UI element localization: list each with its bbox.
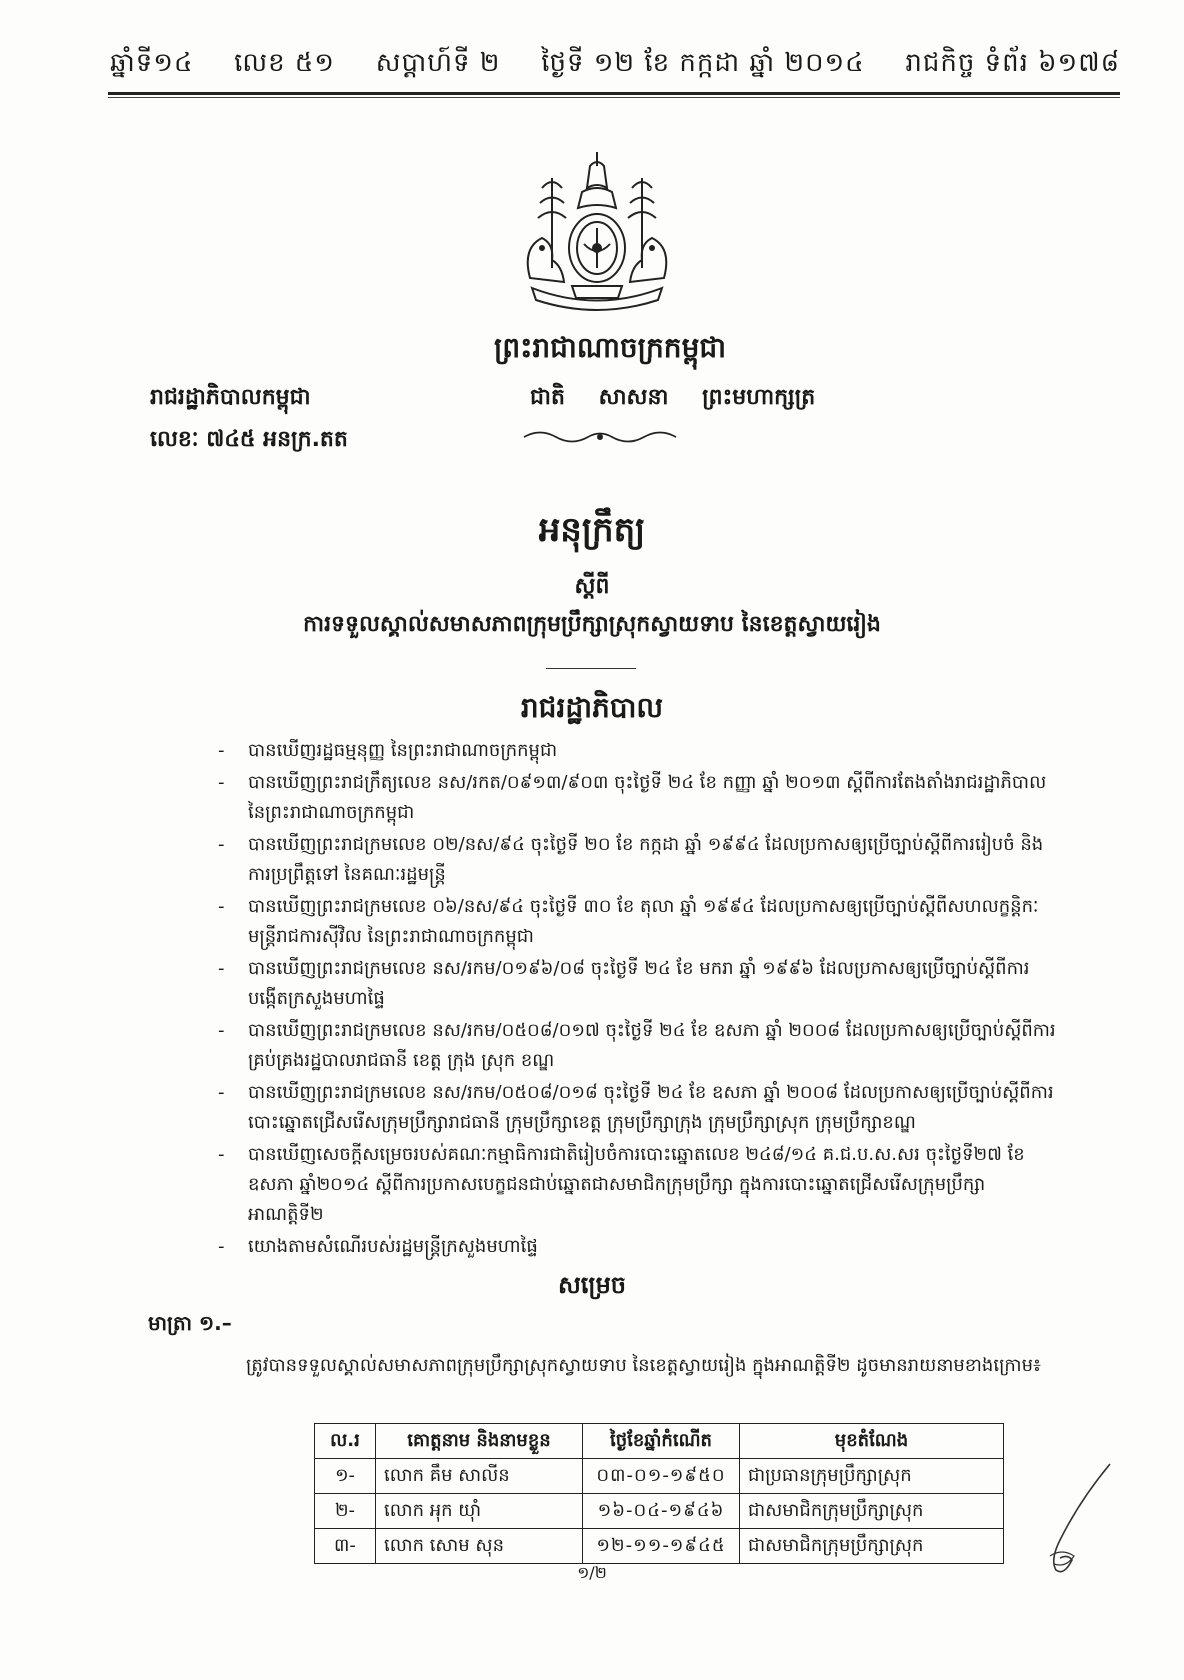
recital-item: - បានឃើញព្រះរាជក្រមលេខ នស/រកម/០១៩៦/០៨ ចុះថ្ងៃទី ២៤ ខែ មករា ឆ្នាំ ១៩៩៦ ដែលប្រកាសឲ្យប្រើច្បាប់ស្តីពីការបង្កើតក្រសួងមហាផ្ទៃ	[218, 954, 1058, 1014]
document-number: លេខៈ ៧៤៥ អនក្រ.តត	[150, 427, 348, 452]
header-rule-thin	[108, 97, 1120, 98]
table-row	[315, 1529, 1004, 1564]
article-label: មាត្រា ១.–	[148, 1311, 232, 1335]
header-rule	[108, 92, 1120, 95]
recital-item: - បានឃើញរដ្ឋធម្មនុញ្ញ នៃព្រះរាជាណាចក្រកម្ពុជា	[218, 736, 1058, 766]
recital-item: - បានឃើញព្រះរាជក្រមលេខ នស/រកម/០៥០៨/០១៧ ចុះថ្ងៃទី ២៤ ខែ ឧសភា ឆ្នាំ ២០០៨ ដែលប្រកាសឲ្យប្រើច្បាប់ស្តីពីការគ្រប់គ្រងរដ្ឋបាលរាជធានី ខេត្ត ក្រុង ស្រុក ខណ្ឌ	[218, 1016, 1058, 1076]
row-name: លោក គឹម សាលីន	[376, 1459, 583, 1494]
gazette-header	[110, 46, 1120, 84]
recital-item: - បានឃើញព្រះរាជក្រឹត្យលេខ នស/រកត/០៩១៣/៩០៣ ចុះថ្ងៃទី ២៤ ខែ កញ្ញា ឆ្នាំ ២០១៣ ស្តីពីការតែងតាំងរាជរដ្ឋាភិបាល នៃព្រះរាជាណាចក្រកម្ពុជា	[218, 768, 1058, 828]
row-number: ២-	[315, 1494, 376, 1529]
document-title: អនុក្រឹត្យ	[538, 510, 646, 550]
article-text: ត្រូវបានទទួលស្គាល់សមាសភាពក្រុមប្រឹក្សាស្រុកស្វាយទាប នៃខេត្តស្វាយរៀង ក្នុងអាណត្តិទី២ ដូចមានរាយនាមខាងក្រោម៖	[246, 1355, 1041, 1376]
about-label: ស្តីពី	[574, 574, 610, 599]
issuer-heading: រាជរដ្ឋាភិបាល	[520, 691, 664, 724]
motto-nation: ជាតិ	[530, 385, 565, 410]
decision-heading: សម្រេច	[557, 1271, 627, 1299]
row-dob: ១៦-០៤-១៩៤៦	[583, 1494, 740, 1529]
government-name: រាជរដ្ឋាភិបាលកម្ពុជា	[150, 385, 311, 410]
recital-item: - បានឃើញព្រះរាជក្រមលេខ នស/រកម/០៥០៨/០១៨ ចុះថ្ងៃទី ២៤ ខែ ឧសភា ឆ្នាំ ២០០៨ ដែលប្រកាសឲ្យប្រើច្បាប់ស្តីពីការបោះឆ្នោតជ្រើសរើសក្រុមប្រឹក្សារាជធានី ក្រុមប្រឹក្សាខេត្ត ក្រុមប្រឹក្សាក្រុង ក្រុមប្រឹក្សាស្រុក ក្រុមប្រឹក្សាខណ្ឌ	[218, 1078, 1058, 1138]
header-name: គោត្តនាម និងនាមខ្លួន	[376, 1424, 583, 1459]
motto-religion: សាសនា	[598, 385, 669, 410]
national-motto	[530, 383, 815, 415]
row-dob: ១២-១១-១៩៤៥	[583, 1529, 740, 1564]
gazette-date: ថ្ងៃទី ១២ ខែ កក្កដា ឆ្នាំ ២០១៤	[541, 48, 865, 78]
gazette-week: សប្តាហ៍ទី ២	[375, 48, 501, 78]
table-header-row	[315, 1424, 1004, 1459]
gazette-page: រាជកិច្ច ទំព័រ ៦១៧៨	[905, 48, 1120, 78]
header-dob: ថ្ងៃខែឆ្នាំកំណើត	[583, 1424, 740, 1459]
row-position: ជាសមាជិកក្រុមប្រឹក្សាស្រុក	[740, 1529, 1004, 1564]
recital-item: - យោងតាមសំណើរបស់រដ្ឋមន្ត្រីក្រសួងមហាផ្ទៃ	[218, 1232, 1058, 1262]
short-divider	[546, 668, 636, 669]
header-number: ល.រ	[315, 1424, 376, 1459]
royal-emblem-icon	[512, 148, 682, 318]
row-name: លោក អុក យ៉ាំ	[376, 1494, 583, 1529]
row-name: លោក សោម សុន	[376, 1529, 583, 1564]
table-row	[315, 1459, 1004, 1494]
row-position: ជាប្រធានក្រុមប្រឹក្សាស្រុក	[740, 1459, 1004, 1494]
row-dob: ០៣-០១-១៩៥០	[583, 1459, 740, 1494]
table-row	[315, 1494, 1004, 1529]
recital-item: - បានឃើញព្រះរាជក្រមលេខ ០៦/នស/៩៤ ចុះថ្ងៃទី ៣០ ខែ តុលា ឆ្នាំ ១៩៩៤ ដែលប្រកាសឲ្យប្រើច្បាប់ស្តីពីសហលក្ខន្តិកៈមន្ត្រីរាជការស៊ីវិល នៃព្រះរាជាណាចក្រកម្ពុជា	[218, 892, 1058, 952]
header-position: មុខតំណែង	[740, 1424, 1004, 1459]
recital-item: - បានឃើញព្រះរាជក្រមលេខ ០២/នស/៩៤ ចុះថ្ងៃទី ២០ ខែ កក្កដា ឆ្នាំ ១៩៩៤ ដែលប្រកាសឲ្យប្រើច្បាប់ស្តីពីការរៀបចំ និងការប្រព្រឹត្តទៅ នៃគណៈរដ្ឋមន្ត្រី	[218, 830, 1058, 890]
document-subject: ការទទួលស្គាល់សមាសភាពក្រុមប្រឹក្សាស្រុកស្វាយទាប នៃខេត្តស្វាយរៀង	[303, 612, 881, 637]
members-table	[314, 1423, 1004, 1564]
page-number: ១/២	[577, 1563, 607, 1582]
kingdom-title: ព្រះរាជាណាចក្រកម្ពុជា	[493, 331, 726, 364]
recitals-list	[218, 736, 1058, 1264]
ornament-divider-icon	[520, 428, 680, 446]
gazette-issue: លេខ ៥១	[234, 48, 335, 78]
gazette-year: ឆ្នាំទី១៤	[110, 48, 194, 78]
row-position: ជាសមាជិកក្រុមប្រឹក្សាស្រុក	[740, 1494, 1004, 1529]
row-number: ១-	[315, 1459, 376, 1494]
motto-king: ព្រះមហាក្សត្រ	[702, 385, 816, 410]
row-number: ៣-	[315, 1529, 376, 1564]
recital-item: - បានឃើញសេចក្តីសម្រេចរបស់គណៈកម្មាធិការជាតិរៀបចំការបោះឆ្នោតលេខ ២៤៨/១៤ គ.ជ.ប.ស.សរ ចុះថ្ងៃទី២៧ ខែឧសភា ឆ្នាំ២០១៤ ស្តីពីការប្រកាសបេក្ខជនជាប់ឆ្នោតជាសមាជិកក្រុមប្រឹក្សា ក្នុងការបោះឆ្នោតជ្រើសរើសក្រុមប្រឹក្សា អាណត្តិទី២	[218, 1140, 1058, 1230]
